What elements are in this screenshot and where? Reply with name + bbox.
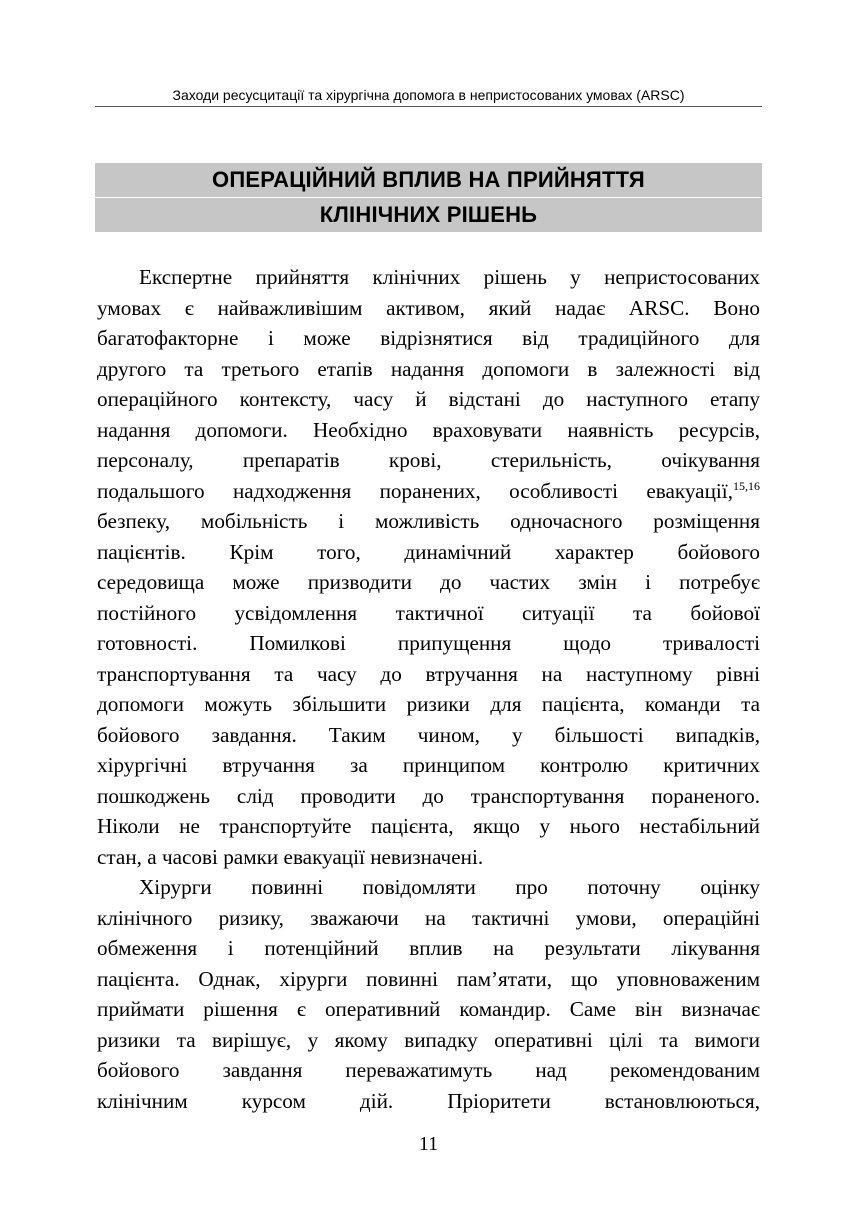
paragraph-1-last-line: стан, а часові рамки евакуації невизначені. xyxy=(97,844,484,869)
page-number: 11 xyxy=(418,1133,439,1155)
paragraph-1-line: другого та третього етапів надання допомоги в залежності від xyxy=(97,356,760,381)
paragraph-1-line: постійного усвідомлення тактичної ситуації та бойової xyxy=(97,600,760,625)
line-text: подальшого надходження поранених, особливості евакуації, xyxy=(97,478,733,503)
paragraph-1-line: багатофакторне і може відрізнятися від традиційного для xyxy=(97,326,760,350)
paragraph-2-line: Хірурги повинні повідомляти про поточну оцінку xyxy=(139,875,760,899)
citation-superscript: 15,16 xyxy=(733,478,760,493)
paragraph-2-line: клінічним курсом дій. Пріоритети встановлюються, xyxy=(97,1088,760,1113)
running-header: Заходи ресусцитації та хірургічна допомога в непристосованих умовах (ARSC) xyxy=(172,87,685,103)
paragraph-1-line: хірургічні втручання за принципом контролю критичних xyxy=(97,753,760,777)
paragraph-1-line: пацієнтів. Крім того, динамічний характер бойового xyxy=(97,539,760,564)
paragraph-1-line: пошкоджень слід проводити до транспортування пораненого. xyxy=(97,783,760,808)
paragraph-1-line: безпеку, мобільність і можливість одночасного розміщення xyxy=(97,509,760,533)
paragraph-1-line: допомоги можуть збільшити ризики для пацієнта, команди та xyxy=(97,692,760,716)
paragraph-2-line: бойового завдання переважатимуть над рекомендованим xyxy=(97,1058,760,1082)
paragraph-1-line: бойового завдання. Таким чином, у більшості випадків, xyxy=(97,722,760,747)
body-text xyxy=(97,262,760,1116)
paragraph-2-line: ризики та вирішує, у якому випадку оперативні цілі та вимоги xyxy=(97,1027,760,1052)
paragraph-1-line: надання допомоги. Необхідно враховувати наявність ресурсів, xyxy=(97,417,760,442)
header-divider xyxy=(95,106,762,107)
paragraph-1-line: Ніколи не транспортуйте пацієнта, якщо у нього нестабільний xyxy=(97,814,760,838)
paragraph-1-line: транспортування та часу до втручання на наступному рівні xyxy=(97,661,760,686)
paragraph-1-line: готовності. Помилкові припущення щодо тривалості xyxy=(97,631,760,655)
paragraph-1-line: персоналу, препаратів крові, стерильність, очікування xyxy=(97,448,760,472)
paragraph-1-line-with-citation xyxy=(97,476,760,507)
paragraph-2-line: клінічного ризику, зважаючи на тактичні умови, операційні xyxy=(97,905,760,930)
paragraph-2-line: приймати рішення є оперативний командир. Саме він визначає xyxy=(97,997,760,1021)
section-title-line-1: ОПЕРАЦІЙНИЙ ВПЛИВ НА ПРИЙНЯТТЯ xyxy=(212,167,645,192)
paragraph-1-line: операційного контексту, часу й відстані до наступного етапу xyxy=(97,387,760,411)
paragraph-2-line: обмеження і потенційний вплив на результати лікування xyxy=(97,936,760,960)
paragraph-2-line: пацієнта. Однак, хірурги повинні пам’ятати, що уповноваженим xyxy=(97,966,760,991)
paragraph-1-line: Експертне прийняття клінічних рішень у непристосованих xyxy=(139,265,760,289)
section-title-line-2: КЛІНІЧНИХ РІШЕНЬ xyxy=(319,202,538,227)
paragraph-1-line: умовах є найважливішим активом, який надає ARSC. Воно xyxy=(97,295,760,320)
paragraph-1-line: середовища може призводити до частих змін і потребує xyxy=(97,570,760,594)
